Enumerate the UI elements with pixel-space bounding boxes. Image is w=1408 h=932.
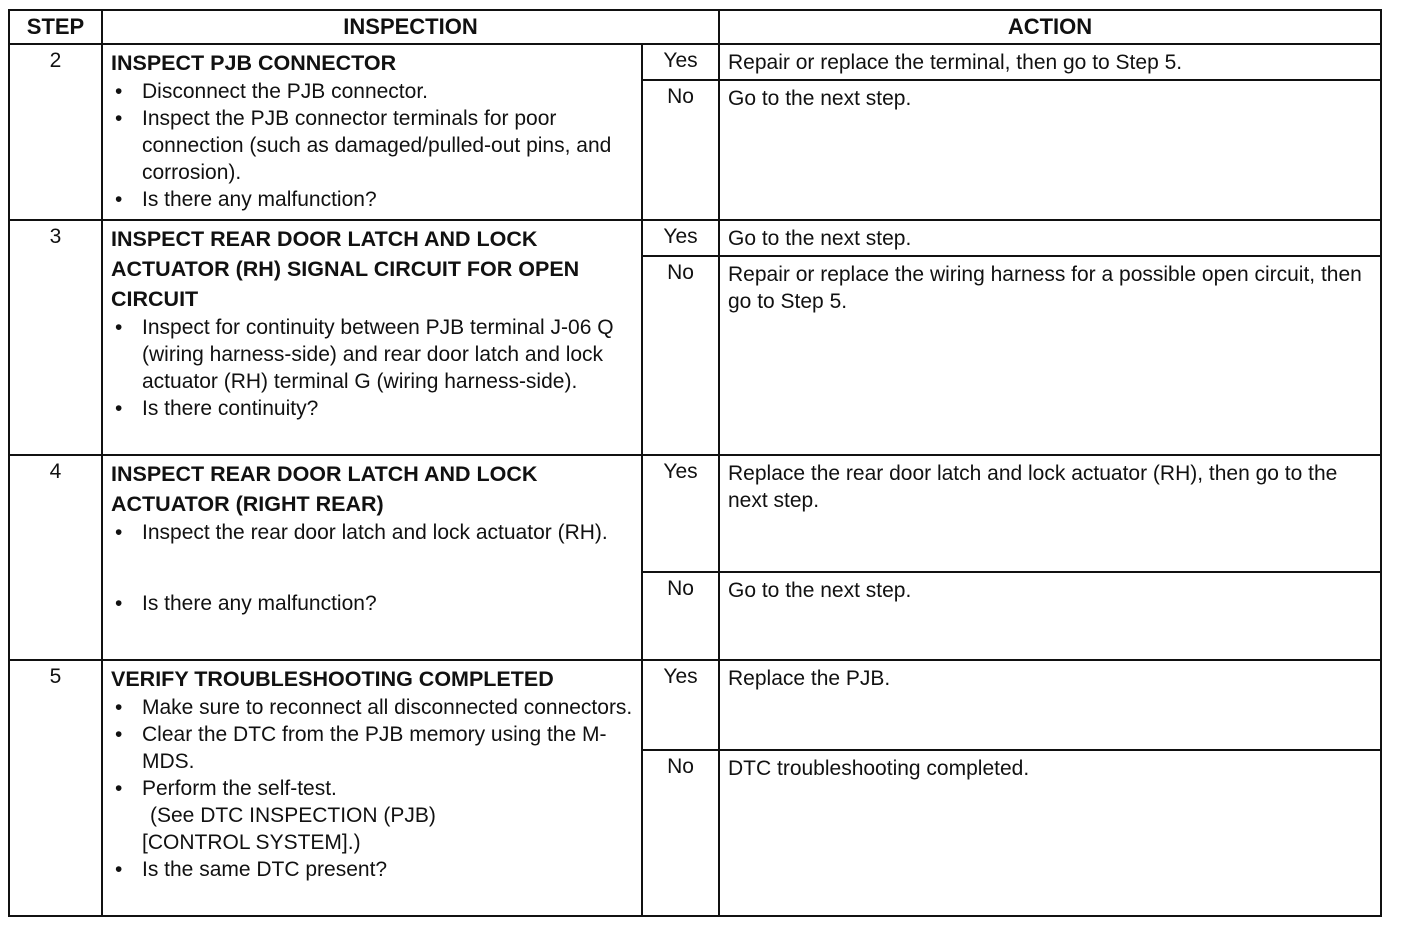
step-number: 4	[9, 455, 102, 660]
no-action: Go to the next step.	[719, 572, 1381, 660]
step-number: 2	[9, 44, 102, 220]
yes-label: Yes	[642, 44, 719, 80]
inspection-bullets	[111, 590, 635, 617]
diagnostic-procedure-table	[8, 9, 1382, 917]
yes-action: Replace the PJB.	[719, 660, 1381, 750]
header-inspection: INSPECTION	[102, 10, 719, 44]
bullet-item: • Inspect the PJB connector terminals for poor connection (such as damaged/pulled-out pins, and corrosion).	[111, 105, 635, 186]
yes-label: Yes	[642, 455, 719, 572]
no-label: No	[642, 256, 719, 455]
inspection-cell	[102, 220, 642, 455]
inspection-bullets	[111, 314, 635, 422]
bullet-item: • Is the same DTC present?	[111, 856, 635, 883]
table-header-row	[9, 10, 1381, 44]
bullet-item: • Inspect the rear door latch and lock actuator (RH).	[111, 519, 635, 546]
no-label: No	[642, 750, 719, 916]
no-action: DTC troubleshooting completed.	[719, 750, 1381, 916]
diagnostic-procedure-table-frame	[8, 9, 1380, 919]
inspection-bullets	[111, 694, 635, 883]
bullet-item: • Is there any malfunction?	[111, 590, 635, 617]
header-action: ACTION	[719, 10, 1381, 44]
table-row	[9, 455, 1381, 572]
header-step: STEP	[9, 10, 102, 44]
yes-label: Yes	[642, 660, 719, 750]
bullet-item: • Make sure to reconnect all disconnected connectors.	[111, 694, 635, 721]
step-number: 5	[9, 660, 102, 916]
inspection-bullets	[111, 519, 635, 546]
inspection-title: INSPECT PJB CONNECTOR	[111, 51, 397, 75]
no-label: No	[642, 572, 719, 660]
inspection-cell	[102, 44, 642, 220]
yes-action: Go to the next step.	[719, 220, 1381, 256]
bullet-text: Perform the self-test.	[142, 777, 337, 800]
cross-reference-line: (See DTC INSPECTION (PJB)	[150, 804, 436, 827]
no-action: Repair or replace the wiring harness for a possible open circuit, then go to Step 5.	[719, 256, 1381, 455]
table-row	[9, 44, 1381, 80]
no-label: No	[642, 80, 719, 220]
inspection-title: INSPECT REAR DOOR LATCH AND LOCK ACTUATOR (RH) SIGNAL CIRCUIT FOR OPEN CIRCUIT	[111, 227, 580, 311]
inspection-bullets	[111, 78, 635, 213]
spacer	[111, 546, 635, 590]
bullet-item: • Is there continuity?	[111, 395, 635, 422]
bullet-item: • Clear the DTC from the PJB memory using the M-MDS.	[111, 721, 635, 775]
bullet-item: • Is there any malfunction?	[111, 186, 635, 213]
inspection-cell	[102, 660, 642, 916]
step-number: 3	[9, 220, 102, 455]
table-row	[9, 660, 1381, 750]
bullet-item: • Inspect for continuity between PJB terminal J-06 Q (wiring harness-side) and rear door latch and lock actuator (RH) terminal G (wiring harness-side).	[111, 314, 635, 395]
inspection-title: INSPECT REAR DOOR LATCH AND LOCK ACTUATOR (RIGHT REAR)	[111, 462, 538, 516]
inspection-title: VERIFY TROUBLESHOOTING COMPLETED	[111, 667, 554, 691]
bullet-item: • Disconnect the PJB connector.	[111, 78, 635, 105]
no-action: Go to the next step.	[719, 80, 1381, 220]
bullet-item	[111, 775, 635, 856]
cross-reference-line: [CONTROL SYSTEM].)	[142, 831, 361, 854]
inspection-cell	[102, 455, 642, 660]
table-row	[9, 220, 1381, 256]
yes-label: Yes	[642, 220, 719, 256]
yes-action: Replace the rear door latch and lock actuator (RH), then go to the next step.	[719, 455, 1381, 572]
yes-action: Repair or replace the terminal, then go to Step 5.	[719, 44, 1381, 80]
